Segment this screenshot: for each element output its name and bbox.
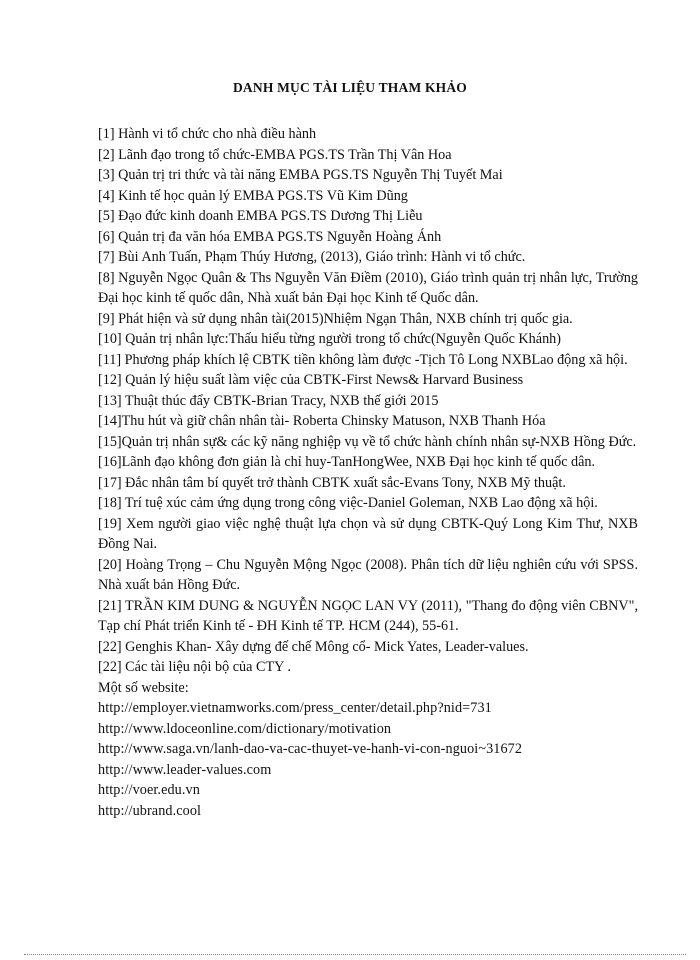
reference-item-23: [22] Các tài liệu nội bộ của CTY . [98,659,291,675]
reference-item-11: [11] Phương pháp khích lệ CBTK tiền không làm được -Tịch Tô Long NXBLao động xã hội. [98,351,628,368]
reference-item-19: [19] Xem người giao việc nghệ thuật lựa chọn và sử dụng CBTK-Quý Long Kim Thư, NXB Đồng Nai. [98,515,638,552]
reference-item-14: [14]Thu hút và giữ chân nhân tài- Roberta Chinsky Matuson, NXB Thanh Hóa [98,413,546,429]
reference-item-1: [1] Hành vi tổ chức cho nhà điều hành [98,126,317,142]
reference-item-4: [4] Kinh tế học quản lý EMBA PGS.TS Vũ Kim Dũng [98,187,408,204]
reference-item-18: [18] Trí tuệ xúc cảm ứng dụng trong công việc-Daniel Goleman, NXB Lao động xã hội. [98,495,598,511]
reference-item-5: [5] Đạo đức kinh doanh EMBA PGS.TS Dương Thị Liễu [98,208,423,224]
reference-item-3: [3] Quản trị tri thức và tài năng EMBA PGS.TS Nguyễn Thị Tuyết Mai [98,167,503,183]
reference-item-12: [12] Quản lý hiệu suất làm việc của CBTK-First News& Harvard Business [98,372,524,388]
reference-item-2: [2] Lãnh đạo trong tổ chức-EMBA PGS.TS Trần Thị Vân Hoa [98,146,452,163]
reference-item-15: [15]Quản trị nhân sự& các kỹ năng nghiệp vụ về tổ chức hành chính nhân sự-NXB Hồng Đức. [98,433,637,450]
websites-heading: Một số website: [98,679,189,696]
reference-item-7: [7] Bùi Anh Tuấn, Phạm Thúy Hương, (2013), Giáo trình: Hành vi tổ chức. [98,249,526,265]
website-link[interactable]: http://voer.edu.vn [98,782,200,798]
page-title: DANH MỤC TÀI LIỆU THAM KHẢO [232,80,468,95]
website-link[interactable]: http://www.saga.vn/lanh-dao-va-cac-thuyet-ve-hanh-vi-con-nguoi~31672 [98,741,523,757]
reference-item-10: [10] Quản trị nhân lực:Thấu hiểu từng người trong tổ chức(Nguyễn Quốc Khánh) [98,331,561,347]
website-link[interactable]: http://ubrand.cool [98,802,202,819]
reference-item-21: [21] TRẦN KIM DUNG & NGUYỄN NGỌC LAN VY (2011), "Thang đo động viên CBNV", Tạp chí Phát triển Kinh tế - ĐH Kinh tế TP. HCM (244), 55-61. [98,597,638,634]
reference-item-6: [6] Quản trị đa văn hóa EMBA PGS.TS Nguyễn Hoàng Ánh [98,228,442,245]
website-link[interactable]: http://www.leader-values.com [98,761,272,778]
website-link[interactable]: http://www.ldoceonline.com/dictionary/motivation [98,720,392,737]
reference-list [98,124,638,821]
reference-item-22: [22] Genghis Khan- Xây dựng đế chế Mông cổ- Mick Yates, Leader-values. [98,638,529,655]
reference-item-17: [17] Đắc nhân tâm bí quyết trở thành CBTK xuất sắc-Evans Tony, NXB Mỹ thuật. [98,474,566,491]
page-bottom-divider [24,954,686,955]
reference-item-13: [13] Thuật thúc đẩy CBTK-Brian Tracy, NXB thế giới 2015 [98,392,439,409]
reference-item-8: [8] Nguyễn Ngọc Quân & Ths Nguyễn Văn Điềm (2010), Giáo trình quản trị nhân lực, Trường Đại học kinh tế quốc dân, Nhà xuất bản Đại học Kinh tế Quốc dân. [98,269,638,306]
reference-item-16: [16]Lãnh đạo không đơn giản là chỉ huy-TanHongWee, NXB Đại học kinh tế quốc dân. [98,454,596,470]
website-link[interactable]: http://employer.vietnamworks.com/press_center/detail.php?nid=731 [98,700,492,716]
reference-item-20: [20] Hoàng Trọng – Chu Nguyễn Mộng Ngọc (2008). Phân tích dữ liệu nghiên cứu với SPSS. Nhà xuất bản Hồng Đức. [98,556,638,593]
reference-item-9: [9] Phát hiện và sử dụng nhân tài(2015)Nhiệm Ngạn Thân, NXB chính trị quốc gia. [98,310,573,327]
